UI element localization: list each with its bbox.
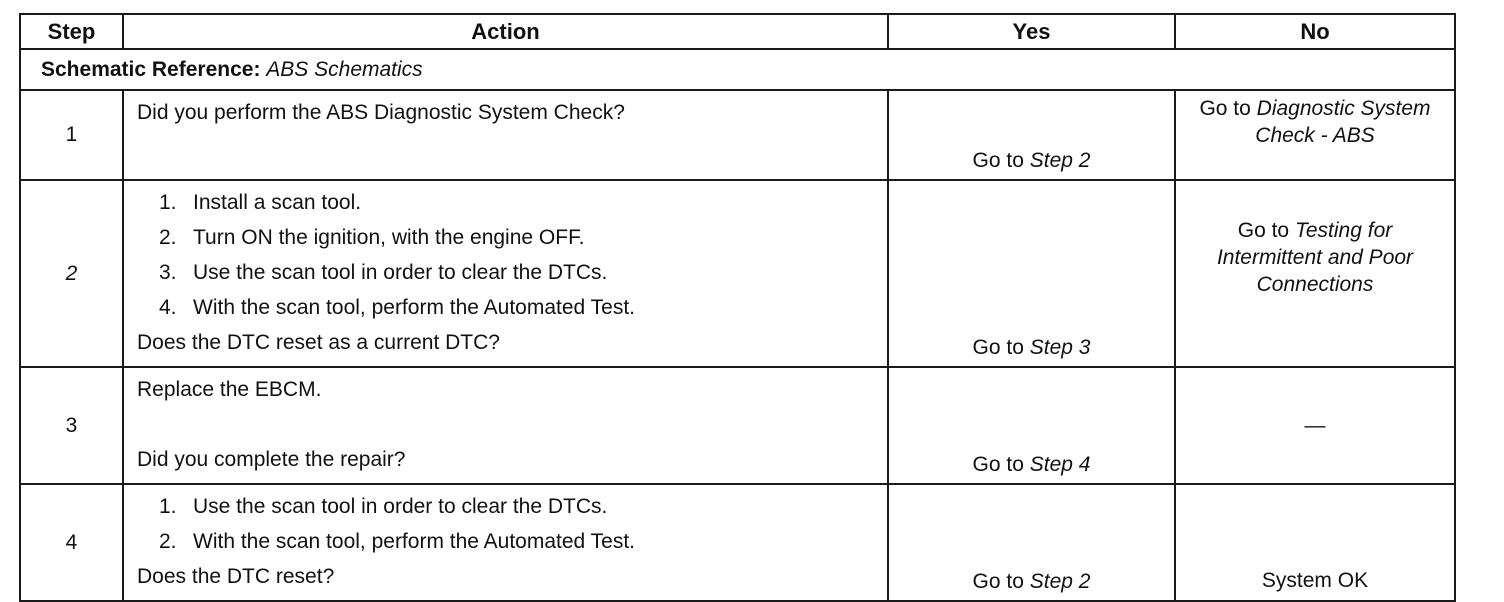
list-item: 4. With the scan tool, perform the Automated Test. (159, 296, 636, 319)
yes-link: Step 2 (1029, 570, 1091, 593)
yes-prefix: Go to (972, 453, 1024, 476)
table-row (20, 484, 1455, 601)
header-yes: Yes (888, 14, 1175, 49)
no-text: — (1304, 414, 1326, 437)
list-item: 1. Use the scan tool in order to clear the DTCs. (159, 495, 608, 518)
schematic-reference (20, 49, 1455, 90)
action-question: Does the DTC reset? (137, 565, 335, 588)
step-number: 3 (20, 367, 123, 484)
yes-link: Step 4 (1029, 453, 1091, 476)
action-list (137, 185, 877, 325)
yes-link: Step 2 (1029, 149, 1091, 172)
step-number: 4 (20, 484, 123, 601)
action-instruction: Replace the EBCM. (137, 378, 322, 401)
list-item: 2. Turn ON the ignition, with the engine OFF. (159, 226, 585, 249)
no-link: Diagnostic System Check - ABS (1255, 97, 1431, 147)
list-item: 2. With the scan tool, perform the Automated Test. (159, 530, 636, 553)
no-link: Testing for Intermittent and Poor Connections (1216, 219, 1414, 296)
no-cell (1175, 90, 1455, 180)
header-row (20, 14, 1455, 49)
action-cell (123, 90, 888, 180)
action-cell (123, 367, 888, 484)
no-text: System OK (1261, 569, 1369, 592)
no-prefix: Go to (1237, 219, 1290, 242)
action-list (137, 489, 877, 559)
table-row (20, 90, 1455, 180)
yes-cell (888, 180, 1175, 367)
no-cell (1175, 180, 1455, 367)
yes-link: Step 3 (1029, 336, 1091, 359)
yes-cell (888, 367, 1175, 484)
step-number: 1 (20, 90, 123, 180)
reference-label: Schematic Reference: (41, 57, 261, 81)
action-cell (123, 180, 888, 367)
header-no: No (1175, 14, 1455, 49)
reference-value: ABS Schematics (266, 57, 423, 81)
list-item: 3. Use the scan tool in order to clear the DTCs. (159, 261, 608, 284)
diagnostic-table (19, 13, 1456, 602)
yes-prefix: Go to (972, 570, 1024, 593)
no-prefix: Go to (1199, 97, 1251, 120)
yes-cell (888, 90, 1175, 180)
table-row (20, 180, 1455, 367)
list-item: 1. Install a scan tool. (159, 191, 362, 214)
no-cell (1175, 367, 1455, 484)
header-action: Action (123, 14, 888, 49)
header-step: Step (20, 14, 123, 49)
table-row (20, 367, 1455, 484)
no-cell (1175, 484, 1455, 601)
action-question: Does the DTC reset as a current DTC? (137, 331, 500, 354)
action-question: Did you complete the repair? (137, 448, 406, 471)
reference-row (20, 49, 1455, 90)
step-number: 2 (20, 180, 123, 367)
action-cell (123, 484, 888, 601)
yes-cell (888, 484, 1175, 601)
action-question: Did you perform the ABS Diagnostic System Check? (137, 101, 625, 124)
yes-prefix: Go to (972, 149, 1024, 172)
yes-prefix: Go to (972, 336, 1024, 359)
